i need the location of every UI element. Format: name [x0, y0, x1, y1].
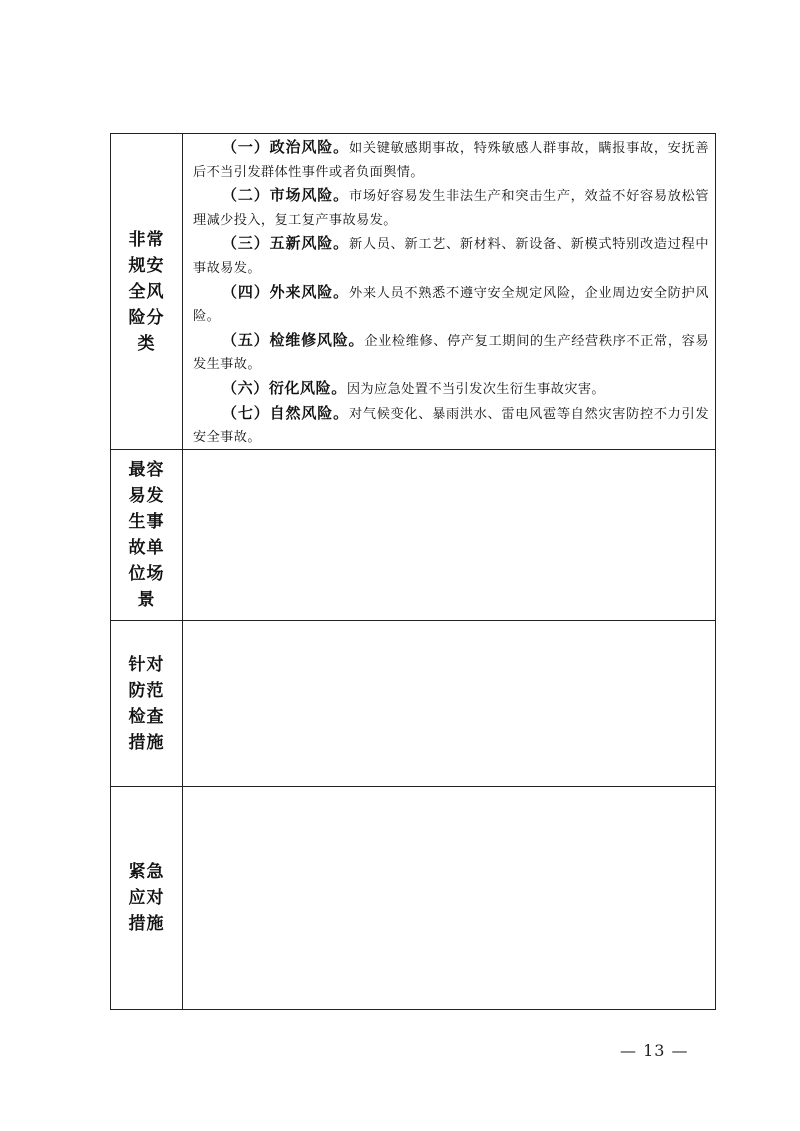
- risk-item-five-new: [193, 232, 709, 280]
- row-label: 针对防范检查措施: [128, 654, 165, 753]
- risk-item-natural: [193, 402, 709, 450]
- row-label-cell: [111, 621, 183, 786]
- page-number: — 13 —: [620, 1041, 689, 1060]
- risk-item-head: （三）五新风险。: [222, 234, 349, 253]
- table-row-emergency-response: [111, 787, 715, 1009]
- empty-content-cell: [183, 787, 715, 1009]
- risk-item-body: 新人员、新工艺、新材料、新设备、新模式特别改造过程中事故易发。: [193, 237, 709, 276]
- table-row-risk-classification: [111, 134, 715, 450]
- row-label: 非常规安全风险分类: [128, 229, 165, 354]
- risk-item-body: 如关键敏感期事故，特殊敏感人群事故，瞒报事故，安抚善后不当引发群体性事件或者负面舆情。: [193, 141, 709, 180]
- row-label-cell: [111, 450, 183, 620]
- risk-item-head: （六）衍化风险。: [222, 378, 347, 397]
- risk-item-head: （七）自然风险。: [222, 403, 349, 422]
- risk-item-maintenance: [193, 329, 709, 377]
- row-label: 紧急应对措施: [128, 862, 165, 934]
- risk-item-head: （二）市场风险。: [222, 186, 349, 205]
- risk-list-cell: [183, 134, 715, 449]
- risk-item-head: （五）检维修风险。: [222, 330, 365, 349]
- risk-table: [110, 133, 716, 1010]
- risk-item-body: 因为应急处置不当引发次生衍生事故灾害。: [346, 381, 606, 397]
- row-label: 最容易发生事故单位场景: [128, 460, 165, 610]
- risk-item-body: 对气候变化、暴雨洪水、雷电风雹等自然灾害防控不力引发安全事故。: [193, 406, 709, 446]
- risk-item-derivative: [193, 377, 709, 402]
- empty-content-cell: [183, 450, 715, 620]
- table-row-accident-scenes: [111, 450, 715, 621]
- risk-item-body: 外来人员不熟悉不遵守安全规定风险，企业周边安全防护风险。: [193, 285, 709, 325]
- row-label-cell: [111, 787, 183, 1009]
- table-row-prevention-measures: [111, 621, 715, 787]
- empty-content-cell: [183, 621, 715, 786]
- row-label-cell: [111, 134, 183, 449]
- risk-item-market: [193, 184, 709, 232]
- risk-item-external: [193, 281, 709, 329]
- risk-item-body: 企业检维修、停产复工期间的生产经营秩序不正常，容易发生事故。: [193, 333, 709, 373]
- risk-item-head: （四）外来风险。: [222, 282, 349, 301]
- risk-item-head: （一）政治风险。: [222, 138, 349, 156]
- risk-item-political: [193, 136, 709, 184]
- risk-item-body: 市场好容易发生非法生产和突击生产，效益不好容易放松管理减少投入，复工复产事故易发。: [193, 189, 709, 228]
